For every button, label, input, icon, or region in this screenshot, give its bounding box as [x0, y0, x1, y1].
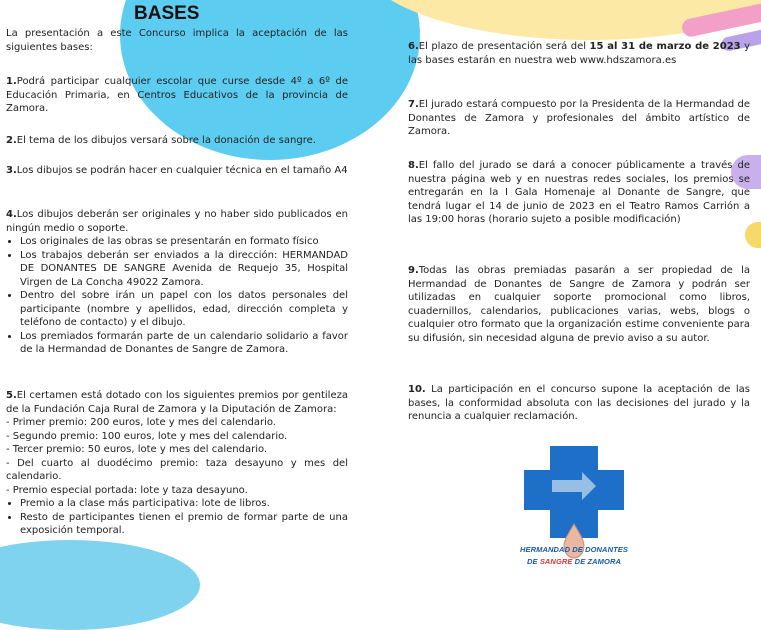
- section-9: [408, 264, 750, 345]
- section-4: [6, 208, 348, 357]
- list-item: • Premio a la clase más participativa: lote de libros.: [20, 497, 348, 511]
- section-5: [6, 389, 348, 538]
- section-number: 5.: [6, 390, 17, 401]
- prize-line: - Tercer premio: 50 euros, lote y mes del calendario.: [6, 444, 268, 455]
- section-text: Podrá participar cualquier escolar que curse desde 4º a 6º de Educación Primaria, en Centros Educativos de la provincia de Zamora.: [6, 76, 348, 114]
- section-7: [408, 98, 750, 139]
- section-text: El tema de los dibujos versará sobre la donación de sangre.: [16, 135, 316, 146]
- prize-line: - Segundo premio: 100 euros, lote y mes del calendario.: [6, 430, 288, 442]
- section-text: El certamen está dotado con los siguientes premios por gentileza de la Fundación Caja Rural de Zamora y la Diputación de Zamora:: [6, 390, 348, 415]
- section-10: [408, 383, 750, 424]
- intro-paragraph: La presentación a este Concurso implica la aceptación de las siguientes bases:: [6, 28, 348, 53]
- section-number: 10.: [408, 384, 426, 395]
- section-6: [408, 40, 750, 67]
- section-text: El plazo de presentación será del: [418, 41, 590, 52]
- list-item: • Los originales de las obras se presentarán en formato físico: [20, 235, 348, 249]
- section-1: [6, 75, 348, 116]
- list-item: • Los premiados formarán parte de un calendario solidario a favor de la Hermandad de Donantes de Sangre de Zamora.: [20, 330, 348, 357]
- section-number: 1.: [6, 76, 17, 87]
- list-item: • Dentro del sobre irán un papel con los datos personales del participante (nombre y apellidos, edad, dirección completa y teléfono de contacto) y el dibujo.: [20, 289, 348, 330]
- logo-text-line2: DE SANGRE DE ZAMORA: [527, 557, 621, 566]
- section-number: 9.: [408, 265, 419, 276]
- list-item: • Resto de participantes tienen el premio de formar parte de una exposición temporal.: [20, 511, 348, 538]
- section-8: [408, 159, 750, 227]
- section-number: 6.: [408, 41, 419, 52]
- section-text: Todas las obras premiadas pasarán a ser propiedad de la Hermandad de Donantes de Sangre de Zamora y podrán ser utilizadas en cualquier soporte promocional como libros, cuadernillos, calendarios, publicaciones varias, webs, blogs o cualquier otro formato que la organización estime conveniente para su difusión, sin necesidad alguna de previo aviso a su autor.: [408, 265, 750, 344]
- section-text: Los dibujos se podrán hacer en cualquier técnica en el tamaño A4: [16, 165, 348, 176]
- section-2: [6, 134, 348, 148]
- section-4-list: [6, 235, 348, 357]
- section-text: El jurado estará compuesto por la Presidenta de la Hermandad de Donantes de Zamora y profesionales del ámbito artístico de Zamora.: [408, 99, 750, 137]
- section-text: La participación en el concurso supone la aceptación de las bases, la conformidad absoluta con las decisiones del jurado y la renuncia a cualquier reclamación.: [408, 384, 750, 422]
- section-text: El fallo del jurado se dará a conocer públicamente a través de nuestra página web y en nuestras redes sociales, los premios se entregarán en la I Gala Homenaje al Donante de Sangre, que tendrá lugar el 14 de junio de 2023 en el Teatro Ramos Carrión a las 19:00 horas (horario sujeto a posible modificación): [408, 160, 750, 225]
- section-number: 8.: [408, 160, 419, 171]
- prize-line: - Premio especial portada: lote y taza desayuno.: [6, 484, 248, 496]
- hermandad-logo: [512, 440, 636, 575]
- section-number: 7.: [408, 99, 419, 110]
- logo-text-line1: HERMANDAD DE DONANTES: [520, 545, 628, 554]
- section-number: 2.: [6, 135, 17, 146]
- section-3: [6, 164, 348, 178]
- decorative-blob-blue-bottom: [0, 540, 200, 630]
- section-number: 3.: [6, 165, 17, 176]
- date-range: 15 al 31 de marzo de 2023: [589, 41, 741, 52]
- page-title: BASES: [134, 3, 200, 24]
- prize-line: - Primer premio: 200 euros, lote y mes del calendario.: [6, 417, 276, 428]
- list-item: • Los trabajos deberán ser enviados a la dirección: HERMANDAD DE DONANTES DE SANGRE Avenida de Requejo 35, Hospital Virgen de La Concha 49022 Zamora.: [20, 249, 348, 290]
- section-text: Los dibujos deberán ser originales y no haber sido publicados en ningún medio o soporte.: [6, 209, 348, 234]
- section-5-list: [6, 497, 348, 538]
- section-number: 4.: [6, 209, 17, 220]
- section-text: y las bases estarán en nuestra web www.hdszamora.es: [408, 41, 751, 66]
- prize-line: - Del cuarto al duodécimo premio: taza desayuno y mes del calendario.: [6, 457, 348, 482]
